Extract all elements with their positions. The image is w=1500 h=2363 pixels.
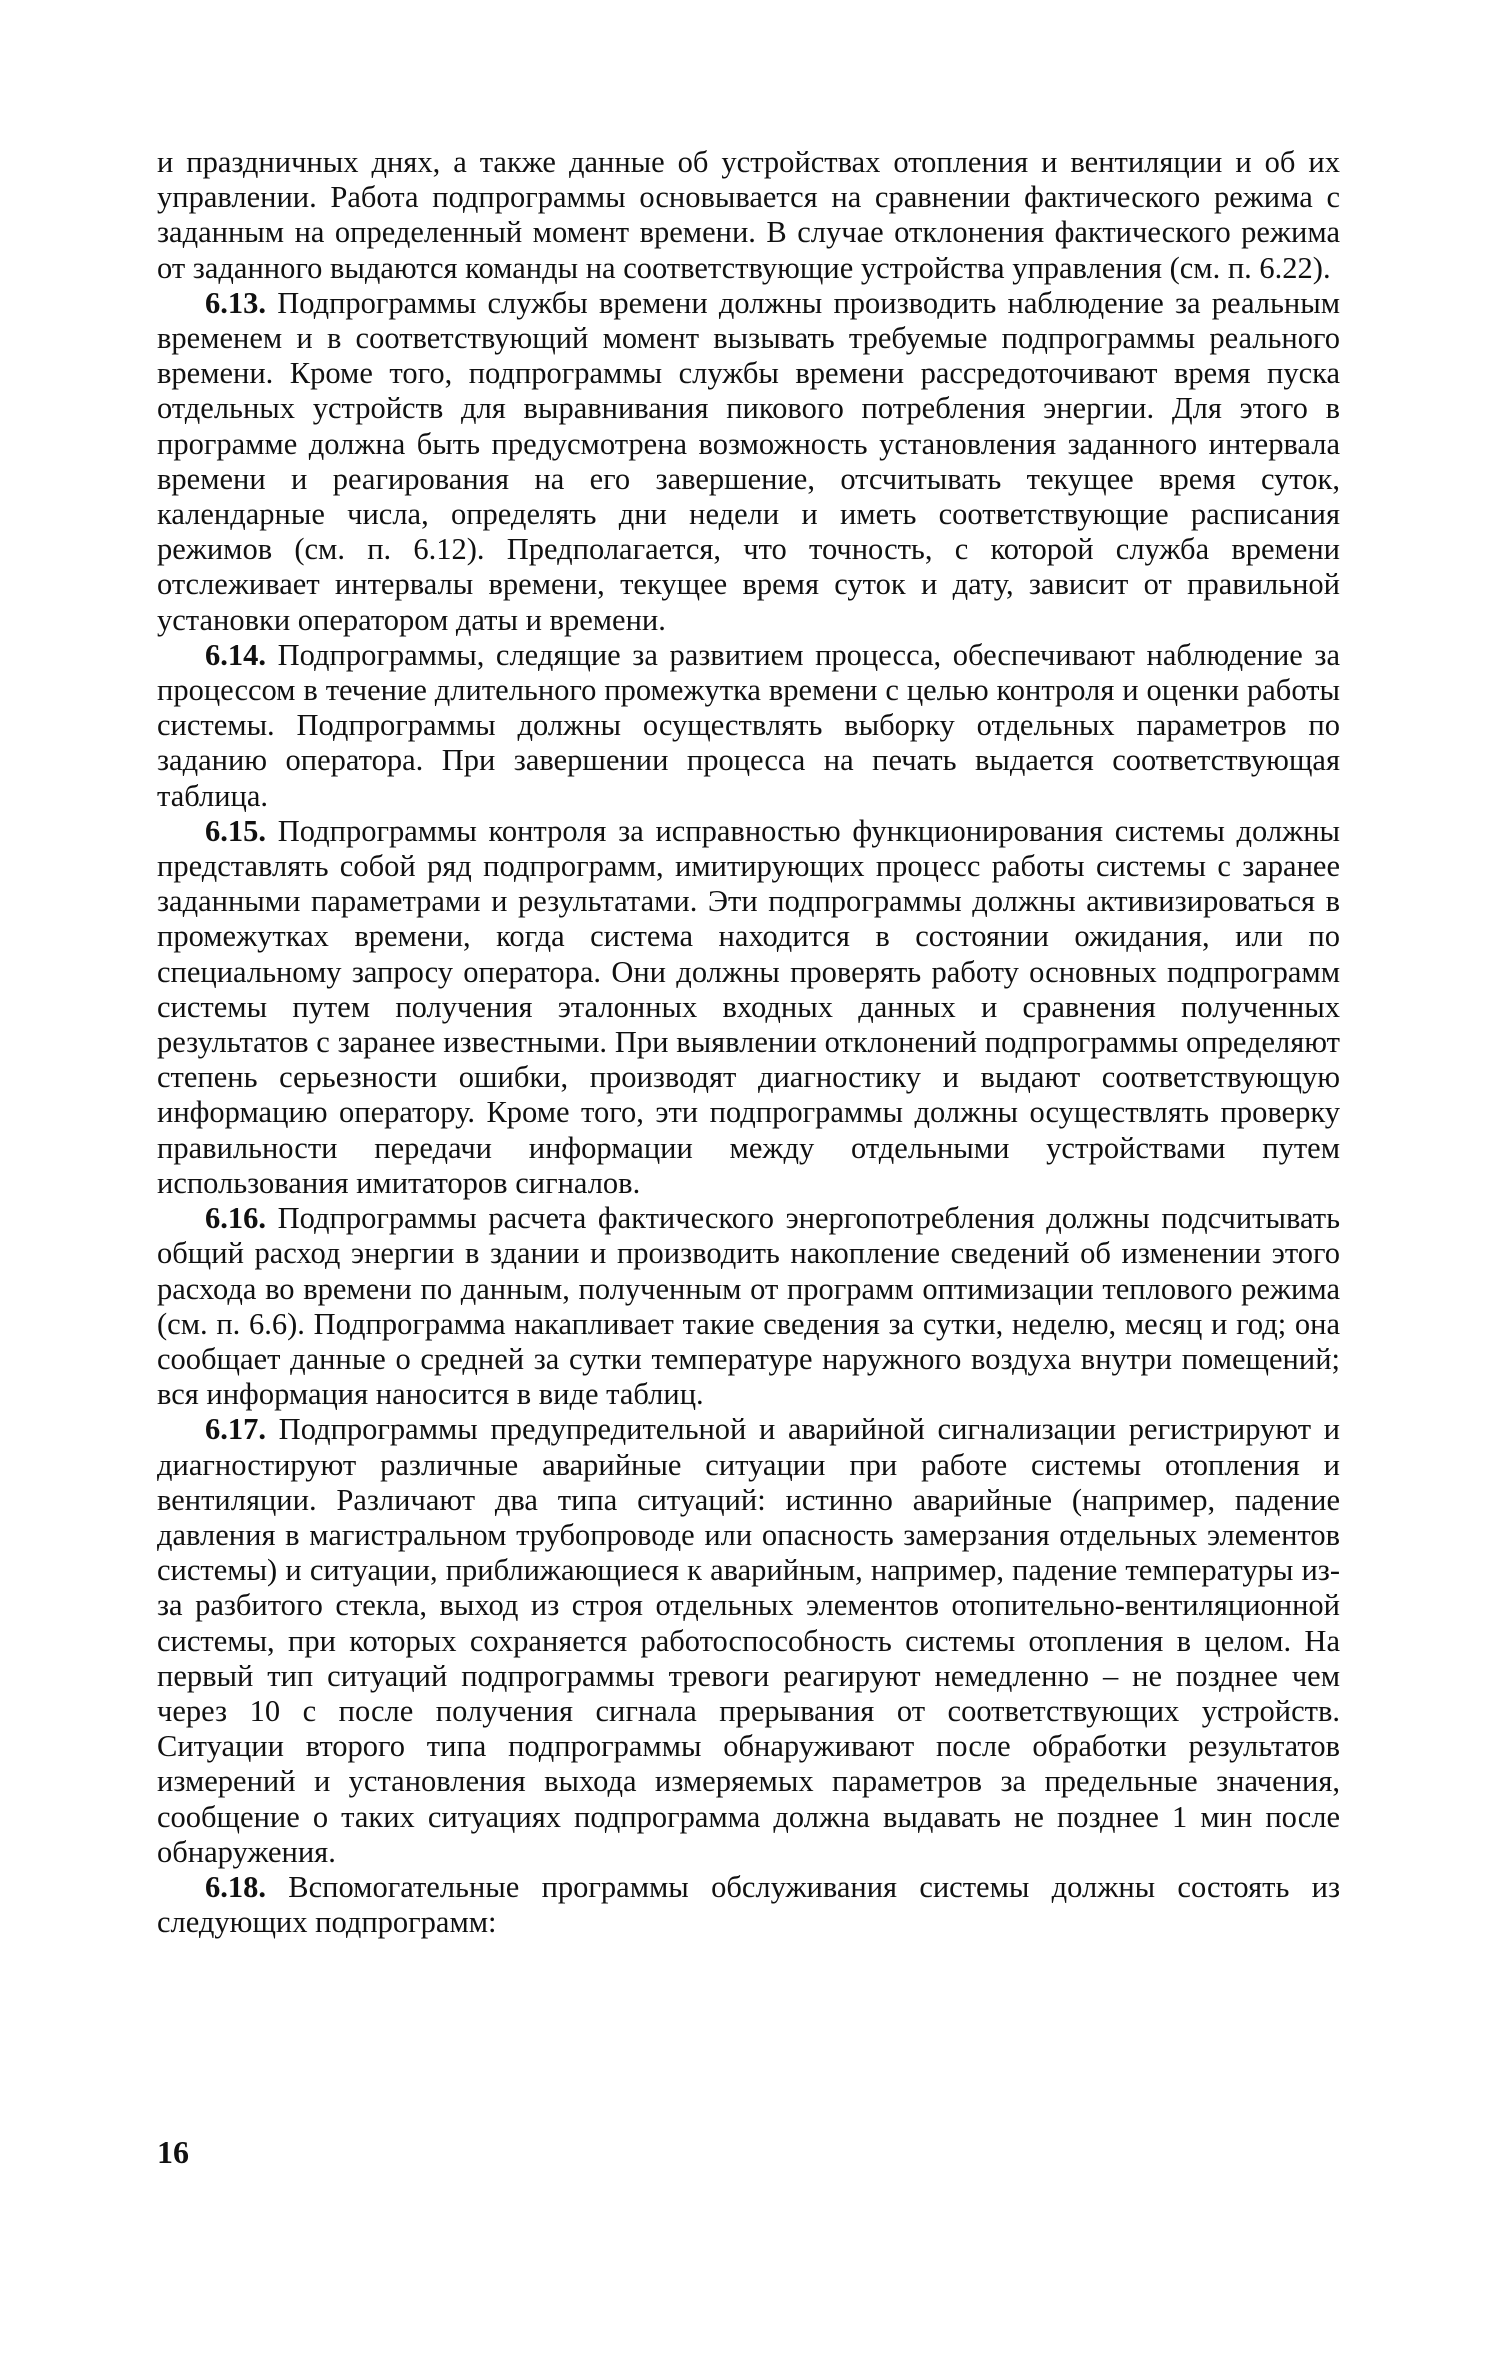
page-number: 16 xyxy=(157,2134,189,2170)
paragraph-text: Подпрограммы службы времени должны производить наблюдение за реальным временем и в соответствующий момент вызывать требуемые подпрограммы реального времени. Кроме того, подпрограммы службы времени рассредоточивают время пуска отдельных устройств для выравнивания пикового потребления энергии. Для этого в программе должна быть предусмотрена возможность установления заданного интервала времени и реагирования на его завершение, отсчитывать текущее время суток, календарные числа, определять дни недели и иметь соответствующие расписания режимов (см. п. 6.12). Предполагается, что точность, с которой служба времени отслеживает интервалы времени, текущее время суток и дату, зависит от правильной установки оператором даты и времени. xyxy=(157,285,1340,637)
paragraph-6-16 xyxy=(157,1201,1340,1412)
paragraph-number: 6.17. xyxy=(205,1412,266,1447)
paragraph-6-15 xyxy=(157,814,1340,1201)
paragraph-text: Подпрограммы расчета фактического энергопотребления должны подсчитывать общий расход энергии в здании и производить накопление сведений об изменении этого расхода во времени по данным, полученным от программ оптимизации теплового режима (см. п. 6.6). Подпрограмма накапливает такие сведения за сутки, неделю, месяц и год; она сообщает данные о средней за сутки температуре наружного воздуха внутри помещений; вся информация наносится в виде таблиц. xyxy=(157,1201,1340,1412)
paragraph-number: 6.14. xyxy=(205,637,266,672)
paragraph-6-17 xyxy=(157,1412,1340,1870)
paragraph-text: и праздничных днях, а также данные об устройствах отопления и вентиляции и об их управлении. Работа подпрограммы основывается на сравнении фактического режима с заданным на определенный момент времени. В случае отклонения фактического режима от заданного выдаются команды на соответствующие устройства управления (см. п. 6.22). xyxy=(157,145,1340,285)
paragraph-6-14 xyxy=(157,638,1340,814)
body-text xyxy=(157,145,1340,1940)
paragraph-number: 6.15. xyxy=(205,813,266,848)
paragraph-6-18 xyxy=(157,1870,1340,1940)
paragraph-6-13 xyxy=(157,286,1340,638)
paragraph-number: 6.16. xyxy=(205,1201,266,1236)
paragraph-text: Подпрограммы, следящие за развитием процесса, обеспечивают наблюдение за процессом в течение длительного промежутка времени с целью контроля и оценки работы системы. Подпрограммы должны осуществлять выборку отдельных параметров по заданию оператора. При завершении процесса на печать выдается соответствующая таблица. xyxy=(157,637,1340,813)
paragraph-text: Подпрограммы предупредительной и аварийной сигнализации регистрируют и диагностируют различные аварийные ситуации при работе системы отопления и вентиляции. Различают два типа ситуаций: истинно аварийные (например, падение давления в магистральном трубопроводе или опасность замерзания отдельных элементов системы) и ситуации, приближающиеся к аварийным, например, падение температуры из-за разбитого стекла, выход из строя отдельных элементов отопительно-вентиляционной системы, при которых сохраняется работоспособность системы отопления в целом. На первый тип ситуаций подпрограммы тревоги реагируют немедленно – не позднее чем через 10 с после получения сигнала прерывания от соответствующих устройств. Ситуации второго типа подпрограммы обнаруживают после обработки результатов измерений и установления выхода измеряемых параметров за предельные значения, сообщение о таких ситуациях подпрограмма должна выдавать не позднее 1 мин после обнаружения. xyxy=(157,1412,1341,1869)
paragraph-number: 6.13. xyxy=(205,285,266,320)
paragraph-continued xyxy=(157,145,1340,286)
paragraph-text: Подпрограммы контроля за исправностью функционирования системы должны представлять собой ряд подпрограмм, имитирующих процесс работы системы с заранее заданными параметрами и результатами. Эти подпрограммы должны активизироваться в промежутках времени, когда система находится в состоянии ожидания, или по специальному запросу оператора. Они должны проверять работу основных подпрограмм системы путем получения эталонных входных данных и сравнения полученных результатов с заранее известными. При выявлении отклонений подпрограммы определяют степень серьезности ошибки, производят диагностику и выдают соответствующую информацию оператору. Кроме того, эти подпрограммы должны осуществлять проверку правильности передачи информации между отдельными устройствами путем использования имитаторов сигналов. xyxy=(157,813,1341,1200)
paragraph-number: 6.18. xyxy=(205,1869,266,1904)
paragraph-text: Вспомогательные программы обслуживания системы должны состоять из следующих подпрограмм: xyxy=(157,1869,1340,1940)
